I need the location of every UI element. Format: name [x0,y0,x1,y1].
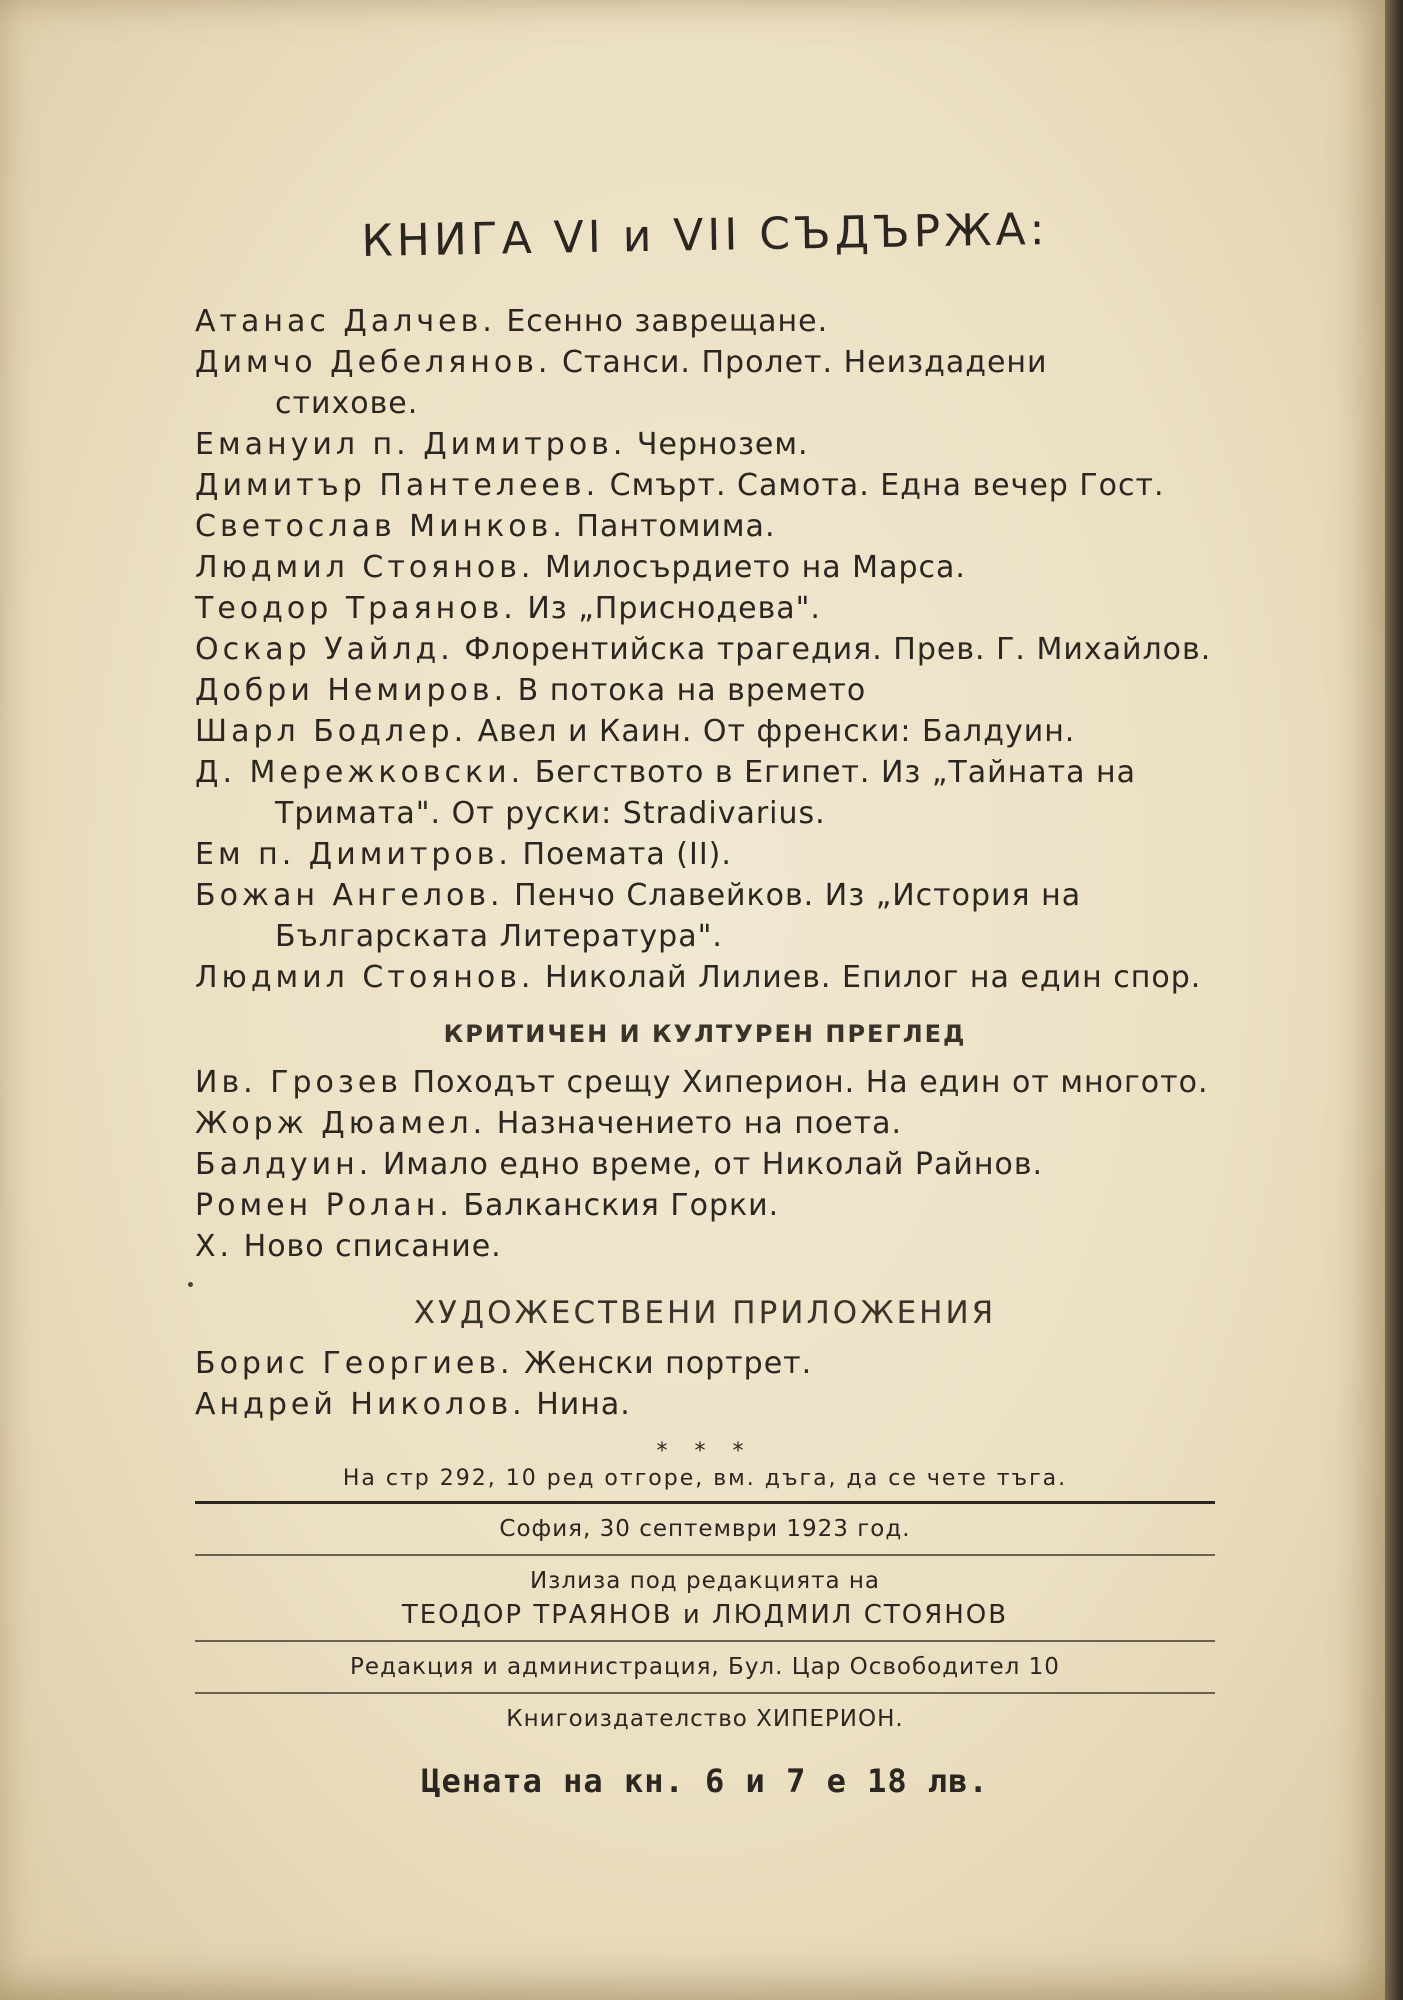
entry-title: Чернозем. [626,427,809,462]
imprint-editors: ТЕОДОР ТРАЯНОВ и ЛЮДМИЛ СТОЯНОВ [401,1600,1009,1630]
entry-title: Женски портрет. [513,1346,813,1381]
imprint-editorship-line: Излиза под редакцията на [529,1568,881,1594]
toc-title: КНИГА VI и VII СЪДЪРЖА: [361,204,1049,267]
toc-entry [195,1103,1215,1144]
toc-list [195,301,1215,998]
entry-title: Флорентийска трагедия. Прев. Г. Михайлов. [453,632,1212,667]
book-cover-edge [1385,0,1403,2000]
critical-review-list [195,1062,1215,1267]
entry-title: Из „Приснодева". [516,591,821,626]
entry-title: Ново списание. [233,1229,502,1264]
divider-rule [195,1692,1215,1694]
toc-entry [195,875,1215,916]
entry-title: Походът срещу Хиперион. На един от многото. [401,1065,1209,1100]
toc-entry [195,1343,1215,1384]
entry-author: Теодор Траянов. [195,591,517,626]
entry-author: Балдуин. [195,1147,373,1182]
entry-author: Светослав Минков. [195,509,566,544]
entry-title: Имало едно време, от Николай Райнов. [372,1147,1044,1182]
separator-stars: * * * [656,1439,754,1464]
divider-rule [195,1554,1215,1556]
entry-title: Балканския Горки. [452,1188,780,1223]
entry-author: Димчо Дебелянов. [195,345,552,380]
art-supplements-heading: ХУДОЖЕСТВЕНИ ПРИЛОЖЕНИЯ [413,1295,997,1331]
toc-entry [195,547,1215,588]
toc-entry [195,793,1215,834]
entry-author: Емануил п. Димитров. [195,427,627,462]
entry-author: Людмил Стоянов. [195,960,535,995]
toc-entry [195,957,1215,998]
toc-entry [195,629,1215,670]
entry-author: Ив. Грозев [195,1065,402,1100]
toc-entry [195,670,1215,711]
toc-entry [195,916,1215,957]
entry-title: Пенчо Славейков. Из „История на [503,878,1082,913]
price-line: Цената на кн. 6 и 7 е 18 лв. [421,1762,989,1800]
correction-note: На стр 292, 10 ред отгоре, вм. дъга, да се чете тъга. [342,1466,1068,1491]
entry-author: Жорж Дюамел. [195,1106,487,1141]
toc-entry [195,465,1215,506]
entry-author: Добри Немиров. [195,673,508,708]
entry-author: Людмил Стоянов. [195,550,535,585]
entry-title: Милосърдието на Марса. [534,550,966,585]
entry-author: Андрей Николов. [195,1387,526,1422]
toc-entry [195,1185,1215,1226]
toc-entry [195,752,1215,793]
critical-review-heading: КРИТИЧЕН И КУЛТУРЕН ПРЕГЛЕД [443,1020,967,1048]
entry-title: Есенно заврещане. [495,304,829,339]
toc-entry [195,711,1215,752]
entry-title: Авел и Каин. От френски: Балдуин. [467,714,1076,749]
toc-entry [195,383,1215,424]
ink-speck [188,1282,193,1287]
toc-entry [195,301,1215,342]
art-supplements-list [195,1343,1215,1425]
toc-entry [195,342,1215,383]
entry-title: стихове. [275,386,419,421]
entry-author: Д. Мережковски. [195,755,525,790]
imprint-publisher: Книгоиздателство ХИПЕРИОН. [506,1706,904,1732]
entry-author: Божан Ангелов. [195,878,504,913]
entry-title: Николай Лилиев. Епилог на един спор. [534,960,1202,995]
entry-title: Поемата (II). [511,837,732,872]
entry-title: Смърт. Самота. Една вечер Гост. [599,468,1165,503]
entry-title: Станси. Пролет. Неиздадени [551,345,1048,380]
entry-title: Пантомима. [565,509,776,544]
divider-rule [195,1640,1215,1642]
toc-entry [195,1226,1215,1267]
entry-author: Димитър Пантелеев. [195,468,600,503]
entry-title: Назначението на поета. [486,1106,903,1141]
toc-entry [195,588,1215,629]
entry-title: Нина. [525,1387,631,1422]
entry-title: Тримата". От руски: Stradivarius. [275,796,826,831]
divider-rule [195,1501,1215,1504]
page-content [195,204,1215,1800]
imprint-city-date: София, 30 септември 1923 год. [499,1516,911,1542]
toc-entry [195,1144,1215,1185]
imprint-address: Редакция и администрация, Бул. Цар Освободител 10 [350,1654,1060,1680]
entry-author: Атанас Далчев. [195,304,496,339]
entry-author: Борис Георгиев. [195,1346,514,1381]
entry-author: Ромен Ролан. [195,1188,453,1223]
entry-author: Оскар Уайлд. [195,632,454,667]
toc-entry [195,1062,1215,1103]
toc-entry [195,506,1215,547]
entry-author: Х. [195,1229,234,1264]
entry-author: Шарл Бодлер. [195,714,468,749]
entry-title: Бегството в Египет. Из „Тайната на [524,755,1137,790]
toc-entry [195,834,1215,875]
entry-title: В потока на времето [507,673,867,708]
entry-title: Българската Литература". [275,919,723,954]
entry-author: Ем п. Димитров. [195,837,512,872]
toc-entry [195,1384,1215,1425]
toc-entry [195,424,1215,465]
